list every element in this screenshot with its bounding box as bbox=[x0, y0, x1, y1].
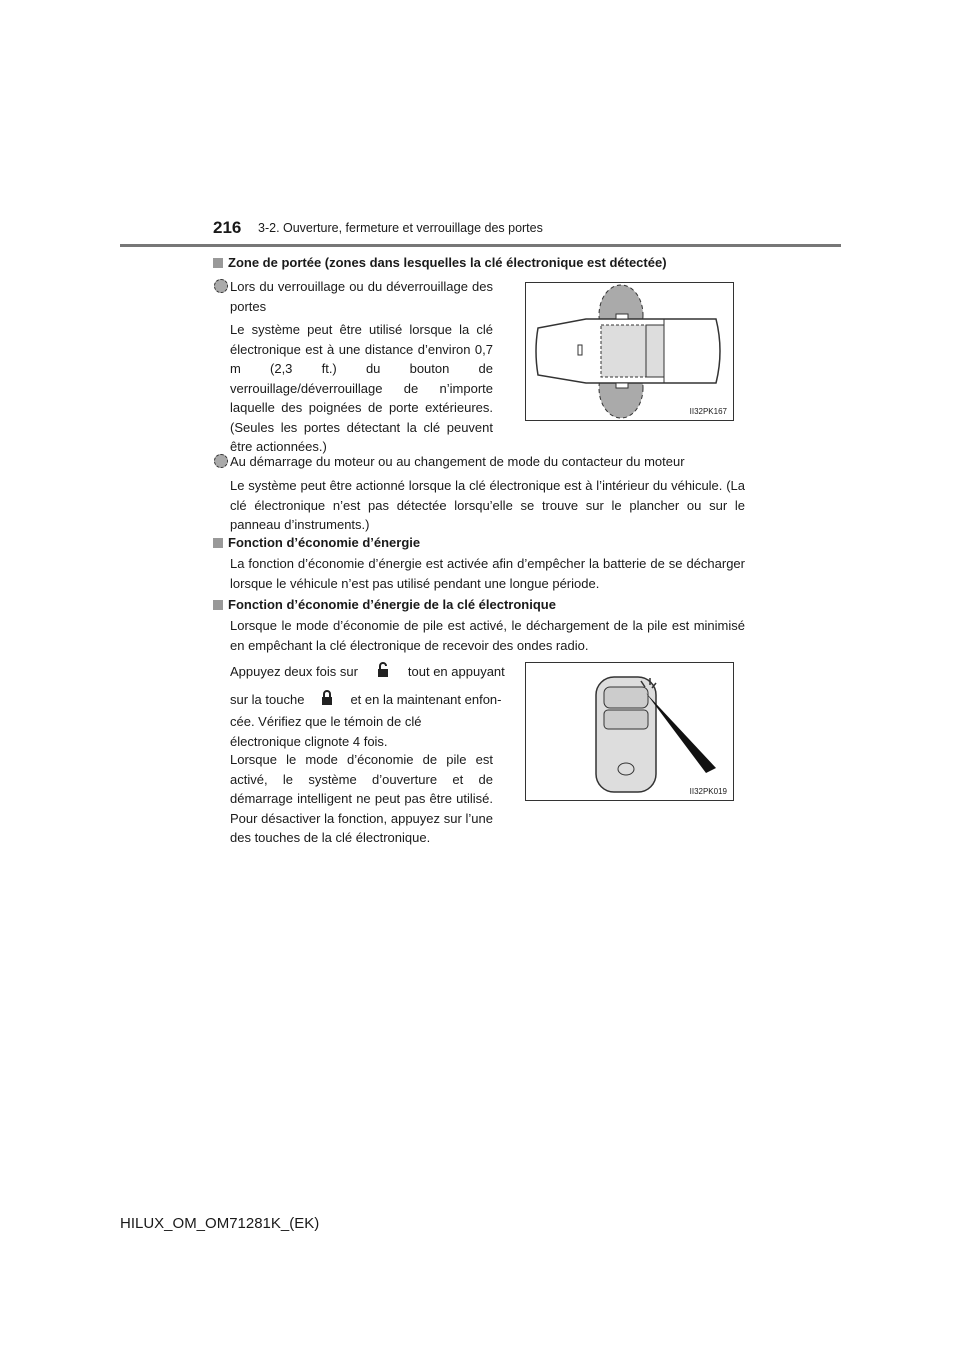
heading-text: Fonction d’économie d’énergie bbox=[228, 535, 421, 550]
step-line-2 bbox=[230, 690, 502, 712]
unlock-button-icon bbox=[358, 662, 408, 684]
square-bullet-icon bbox=[213, 258, 223, 268]
item-starting-body: Le système peut être actionné lorsque la clé électronique est à l’intérieur du véhicule. (La clé électronique n’est pas détectée lorsqu’elle se trouve sur le plancher ou sur le panneau d’instruments.) bbox=[230, 478, 745, 532]
heading-text: Fonction d’économie d’énergie de la clé électronique bbox=[228, 597, 556, 612]
square-bullet-icon bbox=[213, 600, 223, 610]
dashed-zone-icon bbox=[214, 454, 228, 468]
step-rest: cée. Vérifiez que le témoin de clé électronique clignote 4 fois. bbox=[230, 714, 422, 749]
figure-code: II32PK019 bbox=[689, 787, 727, 796]
dashed-zone-icon bbox=[214, 279, 228, 293]
battery-saving-note: Lorsque le mode d’économie de pile est activé, le système d’ouverture et de démarrage intelligent ne peut pas être utilisé. Pour désactiver la fonction, appuyez sur l’une des touches de la clé électronique. bbox=[230, 752, 493, 845]
vehicle-top-view-illustration bbox=[526, 283, 733, 420]
figure-code: II32PK167 bbox=[689, 407, 727, 416]
key-battery-saving-body: Lorsque le mode d’économie de pile est activé, le déchargement de la pile est minimisé en empêchant la clé électronique de recevoir des ondes radio. bbox=[230, 618, 745, 653]
figure-vehicle-zones bbox=[525, 282, 734, 421]
page-number: 216 bbox=[213, 218, 242, 237]
item-locking bbox=[230, 277, 493, 316]
heading-range-zone bbox=[213, 255, 667, 270]
heading-key-battery-saving bbox=[213, 597, 556, 612]
section-breadcrumb: 3-2. Ouverture, fermeture et verrouillage des portes bbox=[258, 221, 543, 235]
item-starting bbox=[230, 452, 745, 472]
step-text: sur la touche bbox=[230, 692, 305, 708]
step-text: Appuyez deux fois sur bbox=[230, 664, 358, 680]
step-text: tout en appuyant bbox=[407, 664, 505, 680]
step-text: et en la maintenant enfon- bbox=[350, 692, 502, 708]
item-locking-body: Le système peut être utilisé lorsque la clé électronique est à une distance d’environ 0,7 m (2,3 ft.) du bouton de verrouillage/déverrouillage de n’importe laquelle des poignées de porte extérieures. (Seules les portes détectant la clé peuvent être actionnées.) bbox=[230, 322, 493, 454]
heading-energy-saving bbox=[213, 535, 420, 550]
item-title: Lors du verrouillage ou du déverrouillage des portes bbox=[230, 279, 493, 314]
heading-text: Zone de portée (zones dans lesquelles la clé électronique est détectée) bbox=[228, 255, 667, 270]
item-title: Au démarrage du moteur ou au changement de mode du contacteur du moteur bbox=[230, 454, 685, 469]
lock-button-icon bbox=[304, 690, 350, 712]
step-line-1 bbox=[230, 662, 505, 684]
energy-saving-body: La fonction d’économie d’énergie est activée afin d’empêcher la batterie de se décharger lorsque le véhicule n’est pas utilisé pendant une longue période. bbox=[230, 556, 745, 591]
document-footer: HILUX_OM_OM71281K_(EK) bbox=[120, 1215, 320, 1232]
header-rule bbox=[120, 244, 841, 247]
electronic-key-illustration bbox=[526, 663, 733, 800]
square-bullet-icon bbox=[213, 538, 223, 548]
figure-electronic-key bbox=[525, 662, 734, 801]
